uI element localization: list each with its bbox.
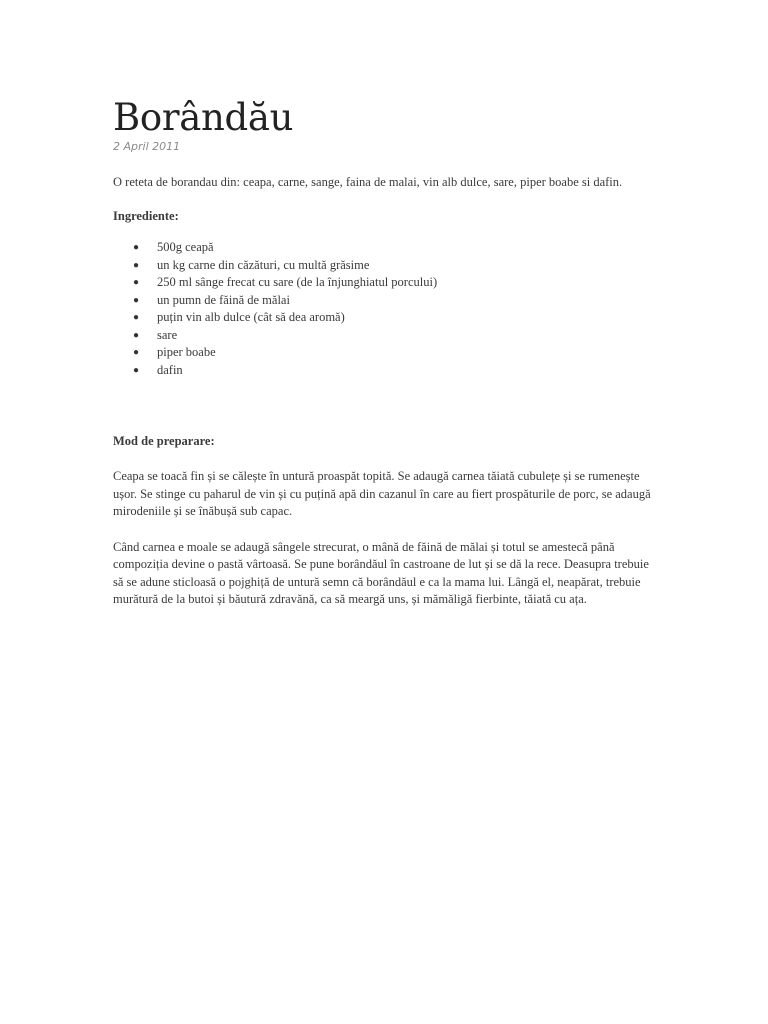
ingredient-text: un pumn de făină de mălai <box>157 292 290 307</box>
ingredient-text: piper boabe <box>157 345 216 359</box>
ingredient-text: sare <box>157 327 178 342</box>
ingredient-text: un kg carne din căzături, cu multă grăsime <box>157 257 370 272</box>
preparation-heading: Mod de preparare: <box>113 434 215 448</box>
ingredient-text: dafin <box>157 362 183 377</box>
bullet-icon: ● <box>133 312 140 323</box>
bullet-icon: ● <box>133 294 140 306</box>
list-item <box>113 344 658 362</box>
list-item <box>113 327 658 345</box>
list-item <box>113 292 658 310</box>
post-date: 2 April 2011 <box>113 140 181 153</box>
document-page <box>113 96 658 609</box>
ingredients-list <box>113 239 658 379</box>
page-title: Borândău <box>113 96 294 139</box>
ingredient-text: 500g ceapă <box>157 240 214 254</box>
list-item <box>113 239 658 257</box>
list-item <box>113 274 658 292</box>
bullet-icon: ● <box>133 347 140 358</box>
ingredient-text: puțin vin alb dulce (cât să dea aromă) <box>157 310 345 324</box>
list-item <box>113 309 658 327</box>
bullet-icon: ● <box>133 329 140 341</box>
list-item <box>113 257 658 275</box>
list-item <box>113 362 658 380</box>
preparation-paragraph-1: Ceapa se toacă fin și se călește în untură proaspăt topită. Se adaugă carnea tăiată cubulețe și se rumenește ușor. Se stinge cu paharul de vin și cu puțină apă din cazanul în care au fiert prospăturile de porc, se adaugă mirodeniile și se înăbușă sub capac. <box>113 469 651 518</box>
preparation-paragraph-2: Când carnea e moale se adaugă sângele strecurat, o mână de făină de mălai și totul se amestecă până compoziția devine o pastă vârtoasă. Se pune borândăul în castroane de lut și se dă la rece. Deasupra trebuie să se adune sticloasă o pojghiță de untură semn că borândăul e ca la mama lui. Lângă el, neapărat, trebuie murătură de la butoi și băutură zdravănă, ca să meargă uns, și mămăligă fierbinte, tăiată cu ața. <box>113 539 649 606</box>
bullet-icon: ● <box>133 364 140 376</box>
ingredient-text: 250 ml sânge frecat cu sare (de la înjunghiatul porcului) <box>157 275 438 289</box>
ingredients-heading: Ingrediente: <box>113 209 179 223</box>
intro-paragraph: O reteta de borandau din: ceapa, carne, sange, faina de malai, vin alb dulce, sare, piper boabe si dafin. <box>113 175 623 189</box>
bullet-icon: ● <box>133 259 140 271</box>
bullet-icon: ● <box>133 277 140 288</box>
bullet-icon: ● <box>133 242 140 253</box>
